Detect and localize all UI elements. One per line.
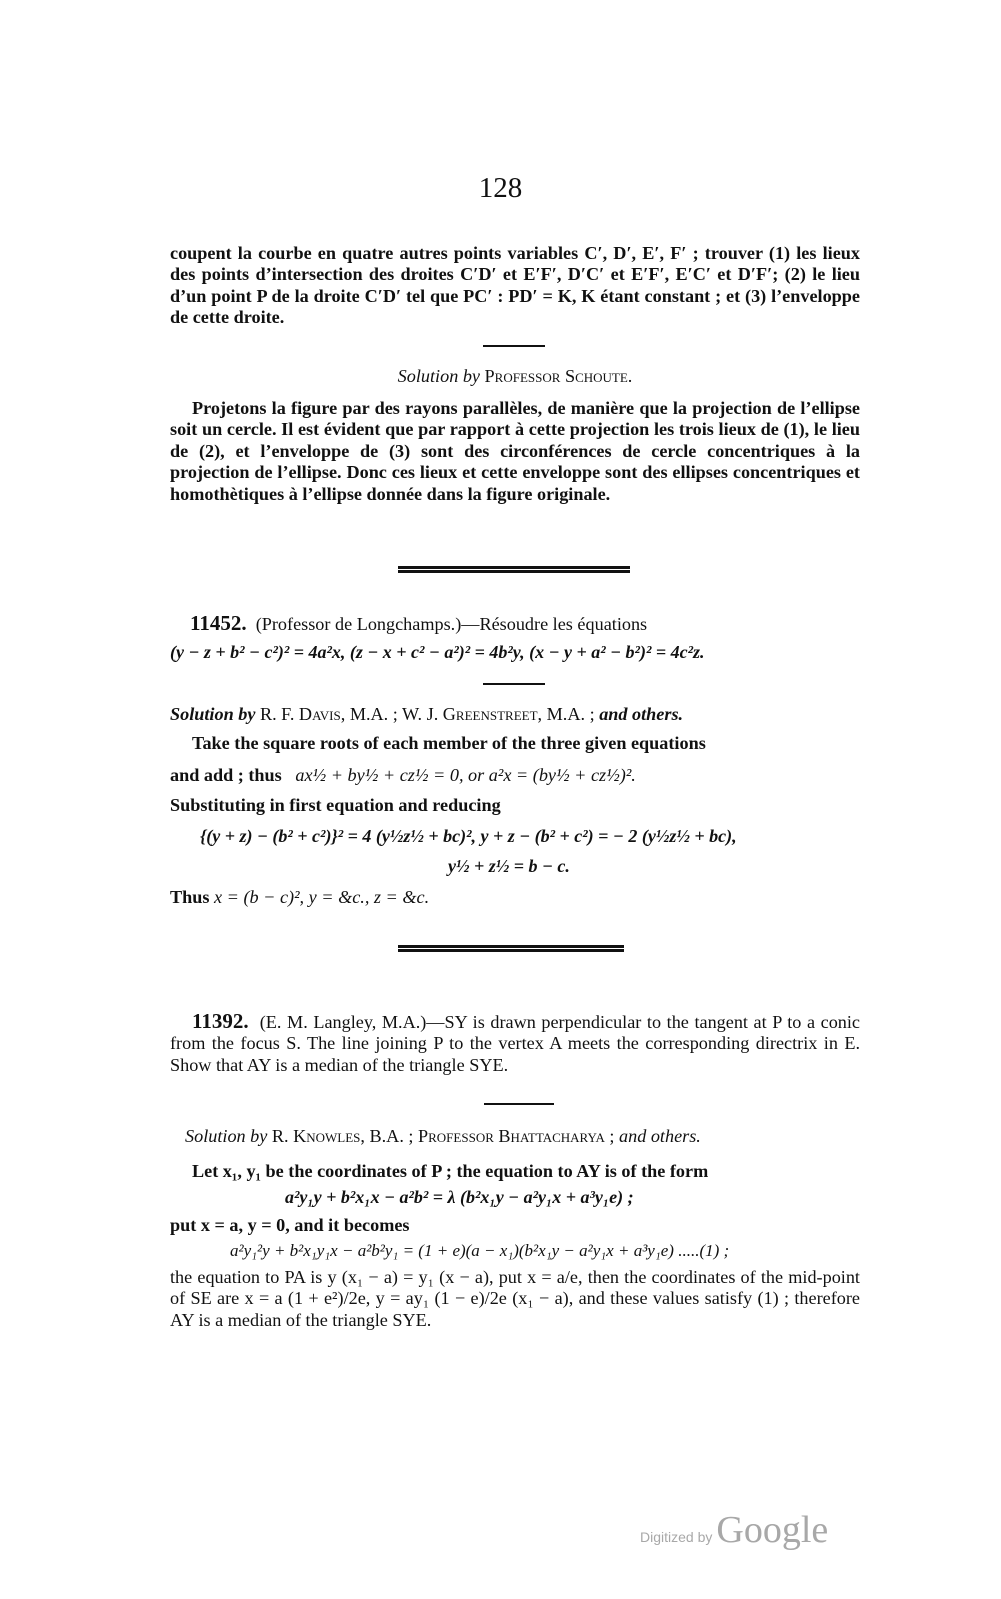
solution-heading	[170, 366, 860, 387]
solution-heading	[170, 704, 860, 725]
page-number: 128	[478, 172, 523, 204]
section-rule	[483, 345, 545, 347]
problem-header	[190, 613, 860, 635]
and-others-label: and others.	[619, 1126, 701, 1146]
solution-by-label: Solution by	[185, 1126, 268, 1146]
problem-number: 11392.	[192, 1009, 249, 1033]
solution-equation: ax½ + by½ + cz½ = 0, or a²x = (by½ + cz½)².	[295, 765, 636, 785]
solution-line: put x = a, y = 0, and it becomes	[170, 1215, 410, 1235]
solution-text: Thus	[170, 887, 210, 907]
solution-conclusion	[170, 887, 860, 908]
solution-by-label: Solution by	[397, 366, 480, 386]
problem-equations: (y − z + b² − c²)² = 4a²x, (z − x + c² − a²)² = 4b²y, (x − y + a² − b²)² = 4c²z.	[170, 642, 705, 662]
section-rule	[484, 1103, 554, 1105]
solution-equation: x = (b − c)², y = &c., z = &c.	[214, 887, 430, 907]
problem-header	[170, 1011, 860, 1076]
solution-line: Let x₁, y₁ be the coordinates of P ; the equation to AY is of the form	[192, 1161, 709, 1181]
solution-heading	[185, 1126, 860, 1147]
solution-equation: a²y₁y + b²x₁x − a²b² = λ (b²x₁y − a²y₁x + a³y₁e) ;	[285, 1187, 634, 1207]
double-rule	[398, 566, 630, 573]
google-watermark	[640, 1508, 828, 1552]
solution-authors: R. Knowles, B.A. ; Professor Bhattacharya ;	[271, 1126, 615, 1146]
problem-number: 11452.	[190, 611, 247, 635]
double-rule	[398, 945, 624, 952]
watermark-prefix: Digitized by	[640, 1529, 713, 1545]
solution-line: Substituting in first equation and reducing	[170, 795, 501, 815]
section-rule	[483, 683, 545, 685]
solution-body: the equation to PA is y (x₁ − a) = y₁ (x − a), put x = a/e, then the coordinates of the mid-point of SE are x = a (1 + e²)/2e, y = ay₁ (1 − e)/2e (x₁ − a), and these values satisfy (1) ; therefore AY is a median of the triangle SYE.	[170, 1267, 860, 1330]
solution-text: and add ; thus	[170, 765, 282, 785]
solution-body: Projetons la figure par des rayons parallèles, de manière que la projection de l’ellipse soit un cercle. Il est évident que par rapport à cette projection les trois lieux de (1), le lieu de (2), et l’enveloppe de (3) sont des circonférences de cercle concentriques à la projection de l’ellipse. Donc ces lieux et cette enveloppe sont des ellipses concentriques et homothètiques à l’ellipse donnée dans la figure originale.	[170, 398, 860, 504]
solution-by-label: Solution by	[170, 704, 256, 724]
intro-paragraph: coupent la courbe en quatre autres points variables C′, D′, E′, F′ ; trouver (1) les lieux des points d’intersection des droites C′D′ et E′F′, D′C′ et E′F′, E′C′ et D′F′; (2) le lieu d’un point P de la droite C′D′ tel que PC′ : PD′ = K, K étant constant ; et (3) l’enveloppe de cette droite.	[170, 243, 860, 328]
problem-statement: (E. M. Langley, M.A.)—SY is drawn perpendicular to the tangent at P to a conic from the focus S. The line joining P to the vertex A meets the corresponding directrix in E. Show that AY is a median of the triangle SYE.	[170, 1012, 861, 1075]
solution-line: Take the square roots of each member of the three given equations	[192, 733, 706, 753]
google-logo: Google	[716, 1509, 829, 1551]
solution-equation: {(y + z) − (b² + c²)}² = 4 (y½z½ + bc)², y + z − (b² + c²) = − 2 (y½z½ + bc),	[200, 826, 737, 846]
solution-authors: R. F. Davis, M.A. ; W. J. Greenstreet, M.A. ;	[259, 704, 595, 724]
solution-equation: a²y₁²y + b²x₁y₁x − a²b²y₁ = (1 + e)(a − x₁)(b²x₁y − a²y₁x + a³y₁e) .....(1) ;	[230, 1241, 730, 1260]
solution-line	[170, 765, 860, 786]
solution-author: Professor Schoute.	[484, 366, 633, 386]
solution-equation: y½ + z½ = b − c.	[448, 856, 570, 876]
and-others-label: and others.	[599, 704, 684, 724]
problem-statement: (Professor de Longchamps.)—Résoudre les équations	[255, 614, 648, 634]
